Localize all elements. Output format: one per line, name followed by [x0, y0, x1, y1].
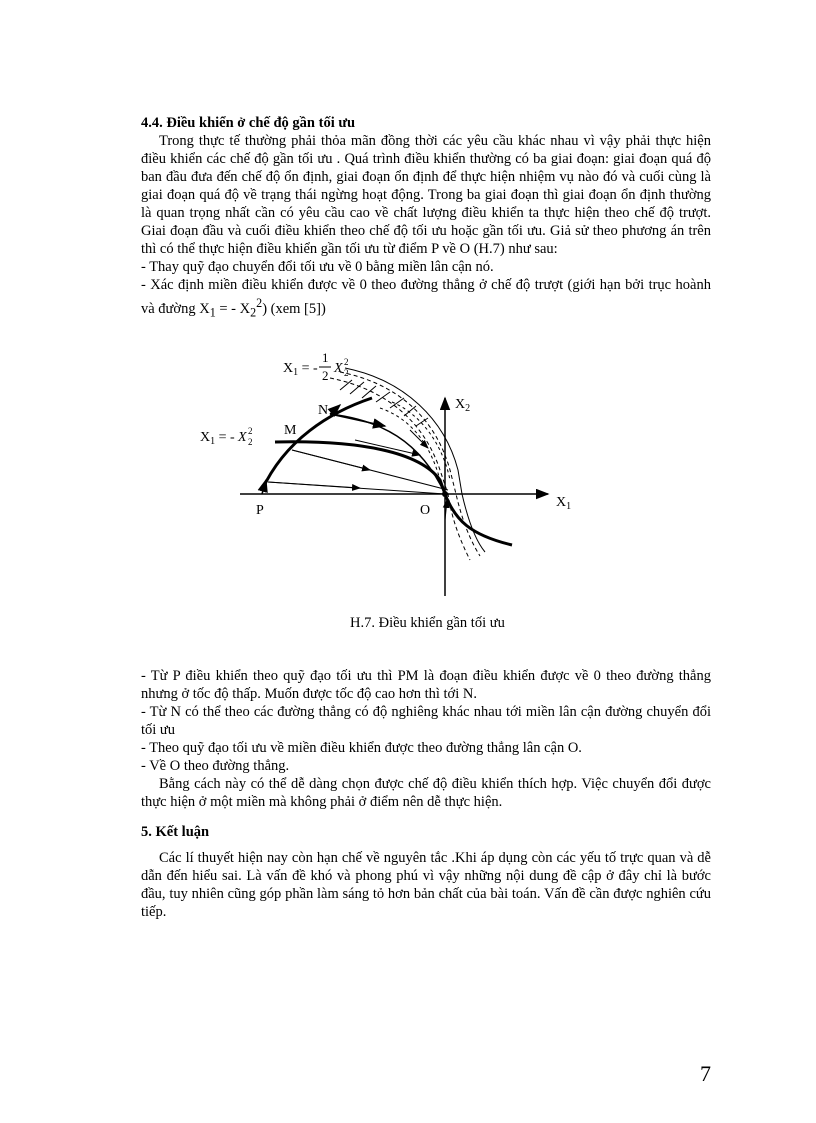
text-run: = - X — [215, 300, 251, 317]
list-item: - Từ P điều khiển theo quỹ đạo tối ưu thì PM là đoạn điều khiển được về 0 theo đường thẳng nhưng ở tốc độ thấp. Muốn được tốc độ cao hơn thì tới N. — [141, 668, 711, 702]
eq2-var-sup: 2 — [248, 426, 253, 436]
eq1-fraction-num: 1 — [322, 350, 329, 365]
trajectory-arrow — [268, 482, 360, 488]
eq1-label: $X_1$ = - — [283, 361, 318, 378]
list-item: - Thay quỹ đạo chuyển đổi tối ưu về 0 bằng miền lân cận nó. — [141, 259, 494, 275]
parabola-lower-branch — [445, 494, 512, 545]
eq2-var-sub: 2 — [248, 437, 253, 447]
trajectory-n — [330, 414, 445, 494]
paragraph: Trong thực tế thường phải thỏa mãn đồng thời các yêu cầu khác nhau vì vậy phải thực hiện điều khiển các chế độ gần tối ưu . Quá trình điều khiển thường có ba giai đoạn: giai đoạn quá độ ban đầu đưa đến chế độ ổn định, giai đoạn ổn định để thực hiện nhiệm vụ nào đó và cuối cùng là giai đoạn quá độ về trạng thái ngừng hoạt động. Trong ba giai đoạn thì giai đoạn ổn định thường là quan trọng nhất cần có yêu cầu cao về chất lượng điều khiển ta thực hiện theo chế độ trượt. Giai đoạn đầu và cuối điều khiển theo chế độ tối ưu hoặc gần tối ưu. Giả sử theo phương án trên thì có thể thực hiện điều khiển gần tối ưu từ điểm P về O (H.7) như sau: — [141, 133, 711, 257]
eq2-var: X — [238, 430, 247, 445]
trajectory-arrow — [292, 450, 370, 470]
eq1-var-sub: 2 — [344, 368, 349, 378]
point-m-label: M — [284, 423, 297, 438]
point-o-label: O — [420, 503, 431, 518]
paragraph: Các lí thuyết hiện nay còn hạn chế về nguyên tắc .Khi áp dụng còn các yếu tố trực quan và dễ dẫn đến hiểu sai. Là vấn đề khó và phong phú vì vậy những nội dung đề cập ở đây chỉ là bước đầu, tuy nhiên cũng góp phần làm sáng tỏ hơn bản chất của bài toán. Vấn đề cần được nghiên cứu tiếp. — [141, 850, 711, 920]
section-5-body — [141, 849, 711, 921]
trajectory-arrow — [330, 414, 385, 426]
list-item: - Theo quỹ đạo tối ưu về miền điều khiển được theo đường thẳng lân cận O. — [141, 740, 582, 756]
superscript: 2 — [256, 296, 263, 310]
subscript: 1 — [209, 305, 216, 320]
x2-axis-label: $X_2$ — [455, 397, 471, 414]
list-item: - Từ N có thể theo các đường thẳng có độ nghiêng khác nhau tới miền lân cận đường chuyển đổi tối ưu — [141, 704, 711, 738]
text-run: ) (xem [5]) — [262, 300, 326, 317]
figure-caption: H.7. Điều khiển gần tối ưu — [350, 615, 505, 631]
trajectory-arrow — [410, 430, 428, 448]
list-item: - Về O theo đường thẳng. — [141, 758, 290, 774]
subscript: 2 — [250, 305, 257, 320]
section-heading-5: 5. Kết luận — [141, 824, 210, 840]
paragraph: Bằng cách này có thể dễ dàng chọn được chế độ điều khiển thích hợp. Việc chuyển đổi được thực hiện ở một miền mà không phải ở điểm nên dễ thực hiện. — [141, 776, 711, 810]
page-number: 7 — [700, 1061, 711, 1086]
text-run: - Xác định miền điều khiển được về 0 theo đường thẳng ở chế độ trượt (giới hạn bởi trục hoành và đường X — [141, 277, 711, 317]
origin-marker — [442, 491, 448, 497]
point-p-label: P — [256, 503, 264, 518]
eq1-var-sup: 2 — [344, 357, 349, 367]
after-figure-body — [141, 667, 711, 811]
section-heading-4-4: 4.4. Điều khiển ở chế độ gần tối ưu — [141, 115, 356, 131]
eq2-label: $X_1$ = - — [200, 430, 235, 447]
eq1-var: X — [334, 361, 343, 376]
eq1-fraction-den: 2 — [322, 368, 329, 383]
x1-axis-label: $X_1$ — [556, 495, 572, 512]
point-n-label: N — [318, 403, 329, 418]
